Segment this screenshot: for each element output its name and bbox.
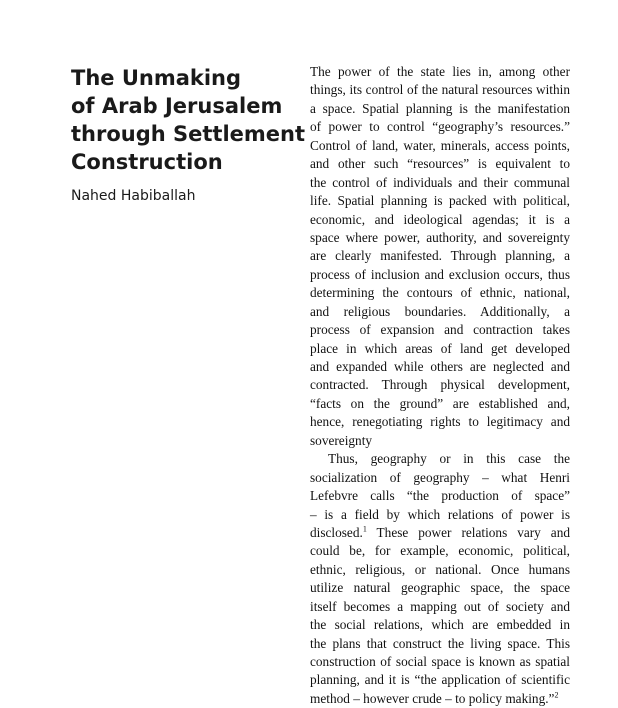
body-line: planning, and it is “the application of scientific: [310, 672, 570, 688]
body-line: contracted. Through physical development,: [310, 377, 570, 393]
title-line-3: through Settlement: [71, 122, 306, 146]
author-name: Nahed Habiballah: [71, 188, 196, 204]
body-line: ethnic, religious, or national. Once humans: [310, 561, 570, 577]
body-line: The power of the state lies in, among other: [310, 64, 570, 79]
body-line-part: These power relations vary and: [376, 524, 570, 540]
body-line-part: method – however crude – to policy making.”: [310, 690, 555, 706]
body-line: socialization of geography – what Henri: [310, 469, 570, 485]
body-line-part: disclosed.: [310, 524, 363, 540]
body-line: Lefebvre calls “the production of space”: [310, 488, 570, 504]
body-line: – is a field by which relations of power is: [310, 506, 570, 522]
body-line: hence, renegotiating rights to legitimacy and: [310, 414, 570, 430]
body-line: “facts on the ground” are established and,: [310, 395, 570, 411]
body-line: things, its control of the natural resources within: [310, 82, 570, 98]
body-line: determining the contours of ethnic, national,: [310, 285, 570, 301]
body-line: construction of social space is known as spatial: [310, 654, 570, 669]
body-line: the social relations, which are embedded in: [310, 617, 570, 633]
title-line-2: of Arab Jerusalem: [71, 94, 283, 118]
body-line-with-footnote: [310, 690, 570, 708]
body-line: and expanded while others are neglected and: [310, 359, 570, 374]
body-line: place in which areas of land get developed: [310, 340, 570, 356]
body-line: life. Spatial planning is packed with political,: [310, 193, 570, 209]
body-line: process of expansion and contraction takes: [310, 322, 570, 338]
article-title: [71, 64, 306, 176]
body-line: and religious boundaries. Additionally, a: [310, 303, 570, 319]
body-line-with-footnote: [310, 524, 570, 542]
body-line: process of inclusion and exclusion occurs, thus: [310, 266, 570, 282]
title-line-1: The Unmaking: [71, 66, 242, 90]
body-line: economic, and ideological agendas; it is a: [310, 211, 570, 227]
body-line: the plans that construct the living space. This: [310, 635, 570, 651]
body-line: Thus, geography or in this case the: [328, 451, 570, 467]
footnote-marker: 2: [554, 690, 559, 700]
title-line-4: Construction: [71, 150, 223, 174]
body-line: space where power, authority, and sovereignty: [310, 229, 570, 245]
body-line: could be, for example, economic, political,: [310, 543, 570, 559]
body-line: and other such “resources” is equivalent to: [310, 156, 570, 172]
body-text: [310, 63, 570, 708]
body-line: a space. Spatial planning is the manifestation: [310, 100, 570, 116]
body-line: are clearly manifested. Through planning, a: [310, 248, 570, 264]
body-line: itself becomes a mapping out of society and: [310, 598, 570, 614]
footnote-marker: 1: [362, 524, 367, 534]
body-line: sovereignty: [310, 432, 373, 448]
body-line: Control of land, water, minerals, access points,: [310, 137, 570, 153]
body-line: utilize natural geographic space, the space: [310, 580, 570, 596]
body-line: of power to control “geography’s resources.”: [310, 119, 570, 135]
title-block: [71, 64, 306, 204]
body-line: the control of individuals and their communal: [310, 174, 570, 190]
